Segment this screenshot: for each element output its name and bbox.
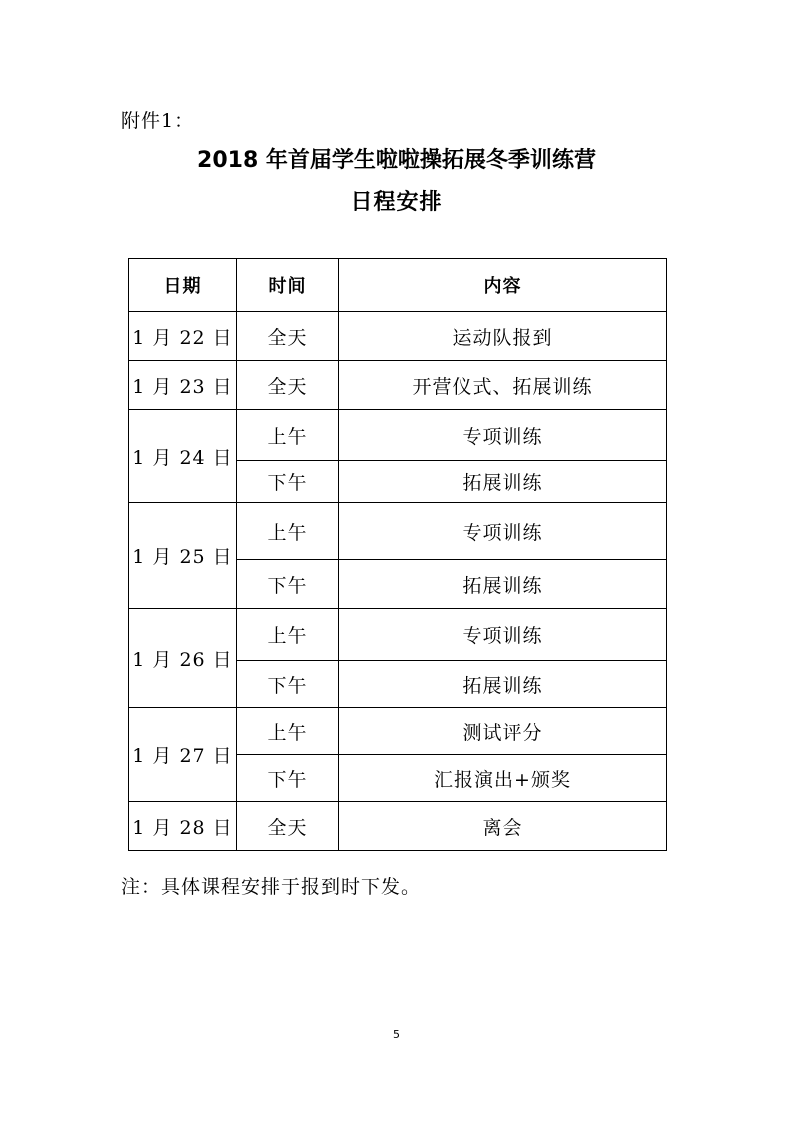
content-cell: 汇报演出+颁奖	[339, 755, 667, 802]
content-cell: 开营仪式、拓展训练	[339, 361, 667, 410]
content-cell: 专项训练	[339, 503, 667, 560]
document-title: 2018 年首届学生啦啦操拓展冬季训练营	[197, 148, 596, 173]
date-cell: 1 月 23 日	[129, 361, 237, 410]
content-cell: 离会	[339, 802, 667, 851]
table-header-row	[129, 259, 667, 312]
schedule-table	[128, 258, 667, 851]
time-cell: 下午	[237, 560, 339, 609]
table-row	[129, 361, 667, 410]
document-subtitle: 日程安排	[350, 190, 443, 215]
content-cell: 测试评分	[339, 708, 667, 755]
header-date: 日期	[129, 259, 237, 312]
header-content: 内容	[339, 259, 667, 312]
page-number: 5	[393, 1028, 400, 1041]
content-cell: 拓展训练	[339, 560, 667, 609]
time-cell: 上午	[237, 410, 339, 461]
content-cell: 专项训练	[339, 410, 667, 461]
time-cell: 上午	[237, 708, 339, 755]
table-row	[129, 802, 667, 851]
date-cell: 1 月 27 日	[129, 708, 237, 802]
date-cell: 1 月 28 日	[129, 802, 237, 851]
time-cell: 下午	[237, 661, 339, 708]
time-cell: 下午	[237, 755, 339, 802]
content-cell: 运动队报到	[339, 312, 667, 361]
date-cell: 1 月 24 日	[129, 410, 237, 503]
table-row	[129, 708, 667, 755]
content-cell: 拓展训练	[339, 661, 667, 708]
table-row	[129, 503, 667, 560]
time-cell: 全天	[237, 361, 339, 410]
table-row	[129, 312, 667, 361]
content-cell: 专项训练	[339, 609, 667, 661]
date-cell: 1 月 22 日	[129, 312, 237, 361]
time-cell: 下午	[237, 461, 339, 503]
content-cell: 拓展训练	[339, 461, 667, 503]
date-cell: 1 月 26 日	[129, 609, 237, 708]
date-cell: 1 月 25 日	[129, 503, 237, 609]
attachment-label: 附件1：	[121, 110, 195, 132]
time-cell: 全天	[237, 312, 339, 361]
time-cell: 上午	[237, 609, 339, 661]
table-row	[129, 609, 667, 661]
time-cell: 全天	[237, 802, 339, 851]
header-time: 时间	[237, 259, 339, 312]
time-cell: 上午	[237, 503, 339, 560]
footnote: 注：具体课程安排于报到时下发。	[121, 876, 422, 898]
table-row	[129, 410, 667, 461]
